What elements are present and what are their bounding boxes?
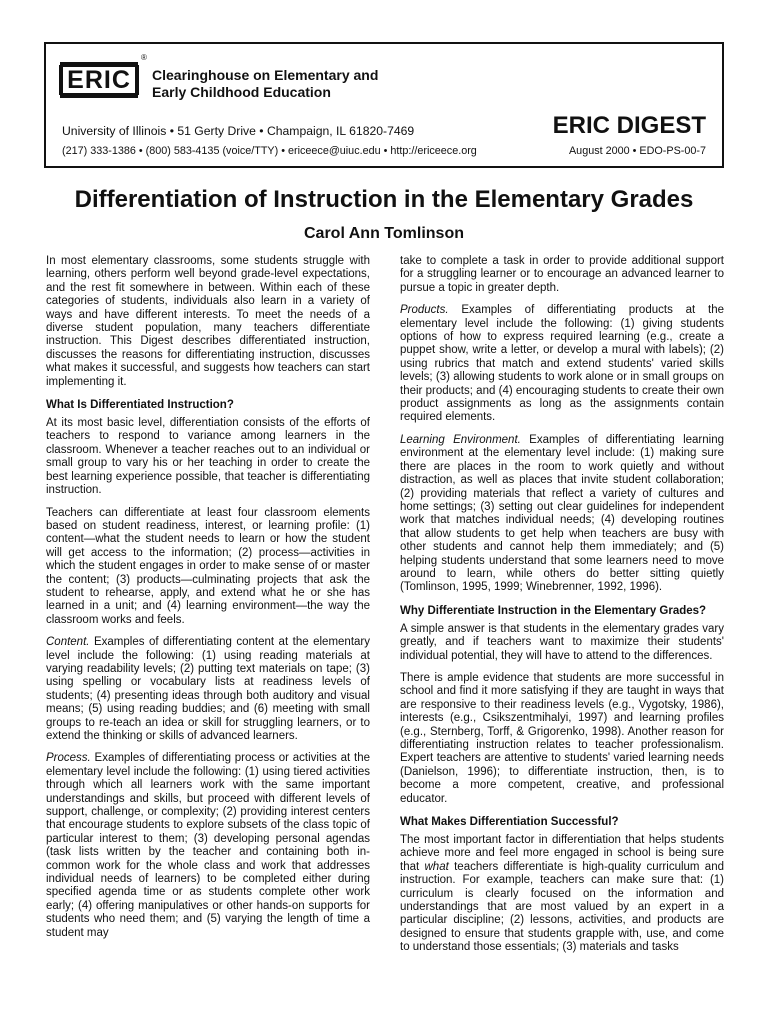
eric-logo [60, 62, 138, 98]
registered-mark: ® [141, 53, 147, 62]
digest-title: ERIC DIGEST [552, 112, 706, 139]
org-line-2: Early Childhood Education [152, 84, 331, 100]
paragraph-important-factor [400, 834, 724, 955]
products-label: Products. [400, 304, 449, 317]
heading-what-makes-successful: What Makes Differentiation Successful? [400, 816, 619, 829]
important-factor-emphasis: what [424, 860, 449, 873]
content-text: Examples of differentiating content at the elementary level include the following: (1) using reading materials at varying readability levels; (2) putting text materials on tape; (3) using spelling or vocabulary lists at readiness levels of students; (4) presenting ideas through both auditory and visual means; (5) using reading buddies; and (6) meeting with small groups to re-teach an idea or skill for struggling learners, or to extend the thinking or skills of advanced learners. [46, 636, 370, 742]
contact-info: (217) 333-1386 • (800) 583-4135 (voice/TTY) • ericeece@uiuc.edu • http://ericeece.org [62, 145, 477, 157]
paragraph-evidence: There is ample evidence that students are more successful in school and find it more satisfying if they are taught in ways that are responsive to their readiness levels (e.g., Vygotsky, 1986), interests (e.g., Csikszentmihalyi, 1997) and learning profiles (e.g., Sternberg, Torff, & Grigorenko, 1998). Another reason for differentiating instruction relates to teacher professionalism. Expert teachers are attentive to students' varied learning needs (Danielson, 1996); to differentiate instruction, then, is to become a more competent, creative, and professional educator. [400, 671, 724, 805]
paragraph-content [46, 636, 370, 743]
heading-what-is: What Is Differentiated Instruction? [46, 399, 234, 412]
paragraph-basic-level: At its most basic level, differentiation consists of the efforts of teachers to respond to variance among learners in the classroom. Whenever a teacher reaches out to an individual or small group to vary his or her teaching in order to create the best learning experience possible, that teacher is differentiating instruction. [46, 417, 370, 497]
environment-label: Learning Environment. [400, 433, 521, 446]
article-title: Differentiation of Instruction in the Elementary Grades [74, 186, 694, 213]
products-text: Examples of differentiating products at the elementary level include the following: (1) giving students options of how to express required learning (e.g., create a puppet show, write a letter, or develop a mural with labels); (2) using rubrics that match and extend students' varied skills levels; (3) allowing students to work alone or in small groups on their products; and (4) encouraging students to create their own product assignments as long as the assignments contain required elements. [400, 304, 724, 424]
right-column [400, 255, 724, 964]
mailing-address: University of Illinois • 51 Gerty Drive • Champaign, IL 61820-7469 [62, 124, 415, 138]
masthead [44, 42, 724, 168]
paragraph-products [400, 304, 724, 425]
intro-paragraph: In most elementary classrooms, some students struggle with learning, others perform well beyond grade-level expectations, and the rest fit somewhere in between. Within each of these categories of students, individuals also learn in a variety of ways and have different interests. To meet the needs of a diverse student population, many teachers differentiate instruction. This Digest describes differentiated instruction, discusses the reasons for differentiating instruction, discusses what makes it successful, and suggests how teachers can start implementing it. [46, 255, 370, 388]
environment-text: Examples of differentiating learning environment at the elementary level include: (1) making sure there are places in the room to work quietly and without distraction, as well as places that invite student collaboration; (2) providing materials that reflect a variety of cultures and home settings; (3) setting out clear guidelines for independent work that matches individual needs; (4) developing routines that allow students to get help when teachers are busy with other students and cannot help them immediately; and (5) helping students understand that some learners need to move around to learn, while others do better sitting quietly (Tomlinson, 1995, 1999; Winebrenner, 1992, 1996). [400, 433, 724, 594]
left-column [46, 255, 370, 949]
process-label: Process. [46, 752, 91, 765]
process-text: Examples of differentiating process or activities at the elementary level include the following: (1) using tiered activities through which all learners work with the same important understandings and skills, but proceed with different levels of support, challenge, or complexity; (2) providing interest centers that encourage students to explore subsets of the class topic of particular interest to them; (3) developing personal agendas (task lists written by the teacher and containing both in-common work for the whole class and work that addresses individual needs of learners) to be completed either during specified agenda time or as students complete other work early; (4) offering manipulatives or other hands-on supports for students who need them; and (5) varying the length of time a student may [46, 752, 370, 939]
logo-text: ERIC [59, 65, 139, 95]
paragraph-simple-answer: A simple answer is that students in the elementary grades vary greatly, and if teachers want to maximize their students' individual potential, they will have to attend to the differences. [400, 622, 724, 662]
digest-meta: August 2000 • EDO-PS-00-7 [568, 145, 706, 157]
important-factor-text-b: teachers differentiate is high-quality curriculum and instruction. For example, teachers can make sure that: (1) curriculum is clearly focused on the information and understandings that are most valued by an expert in a particular discipline; (2) lessons, activities, and products are designed to ensure that students grapple with, use, and come to understand those essentials; (3) materials and tasks [400, 860, 724, 954]
paragraph-continued: take to complete a task in order to provide additional support for a struggling learner or to encourage an advanced learner to pursue a topic in greater depth. [400, 255, 724, 294]
article-author: Carol Ann Tomlinson [304, 225, 464, 242]
paragraph-four-elements: Teachers can differentiate at least four classroom elements based on student readiness, interest, or learning profile: (1) content—what the student needs to learn or how the student will get access to the information; (2) process—activities in which the student engages in order to make sense of or master the content; (3) products—culminating projects that ask the student to rehearse, apply, and extend what he or she has learned in a unit; and (4) learning environment—the way the classroom works and feels. [46, 506, 370, 626]
heading-why-differentiate: Why Differentiate Instruction in the Elementary Grades? [400, 604, 707, 617]
paragraph-environment [400, 434, 724, 595]
paragraph-process [46, 752, 370, 940]
org-line-1: Clearinghouse on Elementary and [152, 67, 379, 83]
important-factor-text-a: The most important factor in differentiation that helps students achieve more and feel more engaged in school is being sure that [400, 834, 724, 873]
content-label: Content. [46, 636, 90, 649]
clearinghouse-name [152, 67, 378, 101]
